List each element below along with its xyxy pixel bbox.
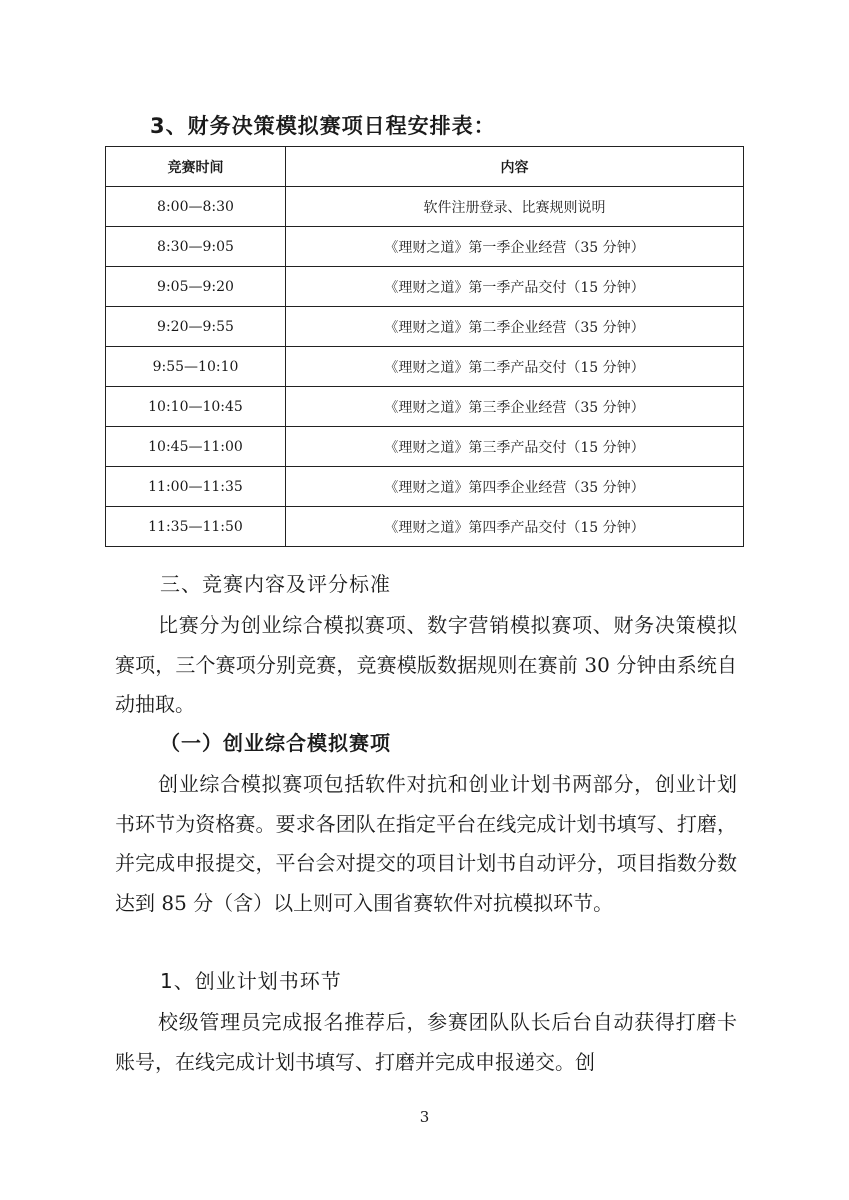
table-row xyxy=(106,507,744,547)
table-row xyxy=(106,227,744,267)
paragraph-text: 创业综合模拟赛项包括软件对抗和创业计划书两部分，创业计划书环节为资格赛。要求各团队在指定平台在线完成计划书填写、打磨，并完成申报提交，平台会对提交的项目计划书自动评分，项目指数分数达到 85 分（含）以上则可入围省赛软件对抗模拟环节。 xyxy=(115,772,737,915)
paragraph-text: 比赛分为创业综合模拟赛项、数字营销模拟赛项、财务决策模拟赛项，三个赛项分别竞赛，竞赛模版数据规则在赛前 30 分钟由系统自动抽取。 xyxy=(115,613,737,716)
paragraph-intro xyxy=(115,606,737,725)
section-heading: 3、财务决策模拟赛项日程安排表： xyxy=(150,114,496,138)
time-cell: 9:20—9:55 xyxy=(106,307,286,347)
subsection-1-1-title: 1、创业计划书环节 xyxy=(160,969,342,993)
time-cell: 9:05—9:20 xyxy=(106,267,286,307)
page-number: 3 xyxy=(419,1108,430,1126)
header-time: 竞赛时间 xyxy=(106,147,286,187)
time-cell: 11:00—11:35 xyxy=(106,467,286,507)
content-cell: 《理财之道》第一季产品交付（15 分钟） xyxy=(286,267,744,307)
content-cell: 《理财之道》第四季企业经营（35 分钟） xyxy=(286,467,744,507)
table-row xyxy=(106,467,744,507)
content-cell: 《理财之道》第三季企业经营（35 分钟） xyxy=(286,387,744,427)
table-row xyxy=(106,347,744,387)
table-header-row xyxy=(106,147,744,187)
time-cell: 11:35—11:50 xyxy=(106,507,286,547)
table-row xyxy=(106,187,744,227)
schedule-table xyxy=(105,146,744,547)
table-row xyxy=(106,267,744,307)
time-cell: 8:30—9:05 xyxy=(106,227,286,267)
time-cell: 8:00—8:30 xyxy=(106,187,286,227)
header-content: 内容 xyxy=(286,147,744,187)
table-row xyxy=(106,427,744,467)
content-cell: 《理财之道》第三季产品交付（15 分钟） xyxy=(286,427,744,467)
content-cell: 软件注册登录、比赛规则说明 xyxy=(286,187,744,227)
content-cell: 《理财之道》第二季企业经营（35 分钟） xyxy=(286,307,744,347)
paragraph-text: 校级管理员完成报名推荐后，参赛团队队长后台自动获得打磨卡账号，在线完成计划书填写、打磨并完成申报递交。创 xyxy=(115,1010,737,1074)
section-3-title: 三、竞赛内容及评分标准 xyxy=(160,572,391,596)
subsection-1-title: （一）创业综合模拟赛项 xyxy=(160,731,391,755)
paragraph-startup xyxy=(115,765,737,923)
table-row xyxy=(106,307,744,347)
time-cell: 10:45—11:00 xyxy=(106,427,286,467)
time-cell: 9:55—10:10 xyxy=(106,347,286,387)
time-cell: 10:10—10:45 xyxy=(106,387,286,427)
content-cell: 《理财之道》第一季企业经营（35 分钟） xyxy=(286,227,744,267)
content-cell: 《理财之道》第二季产品交付（15 分钟） xyxy=(286,347,744,387)
content-cell: 《理财之道》第四季产品交付（15 分钟） xyxy=(286,507,744,547)
paragraph-plan xyxy=(115,1003,737,1082)
table-row xyxy=(106,387,744,427)
